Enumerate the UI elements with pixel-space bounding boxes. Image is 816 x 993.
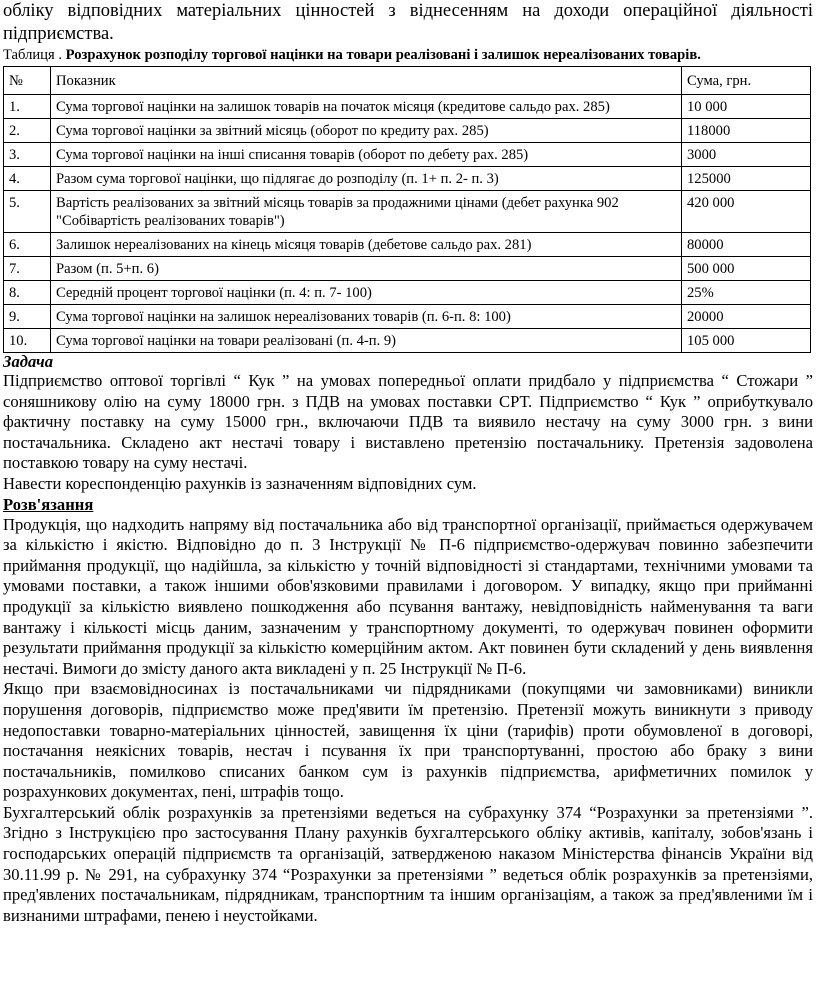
row-amount: 118000	[682, 119, 811, 143]
row-indicator: Сума торгової націнки на товари реалізовані (п. 4-п. 9)	[51, 329, 682, 353]
row-indicator: Разом (п. 5+п. 6)	[51, 257, 682, 281]
row-number: 6.	[4, 233, 51, 257]
row-indicator: Сума торгової націнки на залишок нереалізованих товарів (п. 6-п. 8: 100)	[51, 305, 682, 329]
row-number: 5.	[4, 191, 51, 233]
row-number: 2.	[4, 119, 51, 143]
row-indicator: Сума торгової націнки на інші списання товарів (оборот по дебету рах. 285)	[51, 143, 682, 167]
header-indicator: Показник	[51, 67, 682, 95]
row-amount: 80000	[682, 233, 811, 257]
table-header-row	[4, 67, 811, 95]
row-indicator: Середній процент торгової націнки (п. 4: п. 7- 100)	[51, 281, 682, 305]
table-row	[4, 305, 811, 329]
task-instruction: Навести кореспонденцію рахунків із зазначенням відповідних сум.	[3, 473, 477, 493]
solution-paragraph: Бухгалтерський облік розрахунків за претензіями ведеться на субрахунку 374 “Розрахунки за претензіями ”. Згідно з Інструкцією про застосування Плану рахунків бухгалтерського обліку активів, капіталу, зобов'язань і господарських операцій підприємств та організацій, затвердженою наказом Міністерства фінансів України від 30.11.99 р. № 291, на субрахунку 374 “Розрахунки за претензіями ” ведеться облік розрахунків за претензіями, пред'явлених постачальникам, підрядникам, транспортним та іншим організаціям, а також за пред'явленими їм і визнаними штрафами, пенею і неустойками.	[3, 802, 813, 925]
row-number: 9.	[4, 305, 51, 329]
table-row	[4, 119, 811, 143]
row-amount: 420 000	[682, 191, 811, 233]
row-amount: 20000	[682, 305, 811, 329]
task-paragraph: Підприємство оптової торгівлі “ Кук ” на умовах попередньої оплати придбало у підприємства “ Стожари ” соняшникову олію на суму 18000 грн. з ПДВ на умовах поставки СРТ. Підприємство “ Кук ” оприбуткувало фактичну поставку на суму 15000 грн., включаючи ПДВ та виявило нестачу на суму 3000 грн. з вини постачальника. Складено акт нестачі товару і виставлено претензію постачальнику. Претензія задоволена поставкою товару на суму нестачі.	[3, 371, 813, 473]
row-number: 3.	[4, 143, 51, 167]
row-number: 7.	[4, 257, 51, 281]
row-amount: 10 000	[682, 95, 811, 119]
row-number: 4.	[4, 167, 51, 191]
row-number: 10.	[4, 329, 51, 353]
solution-paragraph: Продукція, що надходить напряму від постачальника або від транспортної організації, приймається одержувачем за кількістю і якістю. Відповідно до п. 3 Інструкції № П-6 підприємство-одержувач повинно забезпечити приймання продукції, що надійшла, за кількістю у точній відповідності зі стандартами, технічними умовами та умовами поставки, а також іншими обов'язковими правилами і договором. У випадку, якщо при прийманні продукції за кількістю виявлено пошкодження або псування вантажу, невідповідність найменування та ваги вантажу і кількості місць даним, зазначеним у транспортному документі, то одержувач повинен оформити результати приймання продукції за кількістю комерційним актом. Акт повинен бути складений у день виявлення нестачі. Вимоги до змісту даного акта викладені у п. 25 Інструкції № П-6.	[3, 514, 813, 678]
table-row	[4, 281, 811, 305]
header-number: №	[4, 67, 51, 95]
table-row	[4, 329, 811, 353]
table-row	[4, 233, 811, 257]
table-caption	[3, 46, 813, 64]
task-heading: Задача	[3, 352, 54, 371]
intro-paragraph: обліку відповідних матеріальних цінностей з віднесенням на доходи операційної діяльності підприємства.	[3, 1, 813, 44]
row-indicator: Сума торгової націнки за звітний місяць (оборот по кредиту рах. 285)	[51, 119, 682, 143]
table-row	[4, 143, 811, 167]
header-amount: Сума, грн.	[682, 67, 811, 95]
row-number: 8.	[4, 281, 51, 305]
markup-distribution-table	[3, 66, 811, 353]
row-amount: 125000	[682, 167, 811, 191]
table-caption-prefix: Таблиця .	[3, 47, 63, 63]
row-amount: 3000	[682, 143, 811, 167]
solution-heading: Розв'язання	[3, 494, 94, 514]
table-row	[4, 257, 811, 281]
row-amount: 25%	[682, 281, 811, 305]
row-amount: 105 000	[682, 329, 811, 353]
row-indicator: Разом сума торгової націнки, що підлягає до розподілу (п. 1+ п. 2- п. 3)	[51, 167, 682, 191]
table-caption-title: Розрахунок розподілу торгової націнки на товари реалізовані і залишок нереалізованих товарів.	[65, 47, 701, 63]
table-row	[4, 167, 811, 191]
table-row	[4, 191, 811, 233]
row-indicator: Сума торгової націнки на залишок товарів на початок місяця (кредитове сальдо рах. 285)	[51, 95, 682, 119]
row-amount: 500 000	[682, 257, 811, 281]
solution-paragraph: Якщо при взаємовідносинах із постачальниками чи підрядниками (покупцями чи замовниками) виникли порушення договорів, підприємство може пред'явити їм претензію. Претензії можуть виникнути з приводу недопоставки товарно-матеріальних цінностей, завищення їх ціни (тарифів) проти обумовленої в договорі, постачання неякісних товарів, нестач і псування їх при транспортуванні, простою або браку з вини постачальників, помилково списаних банком сум із рахунків підприємства, арифметичних помилок у розрахункових документах, пені, штрафів тощо.	[3, 679, 813, 802]
row-indicator: Залишок нереалізованих на кінець місяця товарів (дебетове сальдо рах. 281)	[51, 233, 682, 257]
row-indicator: Вартість реалізованих за звітний місяць товарів за продажними цінами (дебет рахунка 902 "Собівартість реалізованих товарів")	[51, 191, 682, 233]
table-row	[4, 95, 811, 119]
row-number: 1.	[4, 95, 51, 119]
